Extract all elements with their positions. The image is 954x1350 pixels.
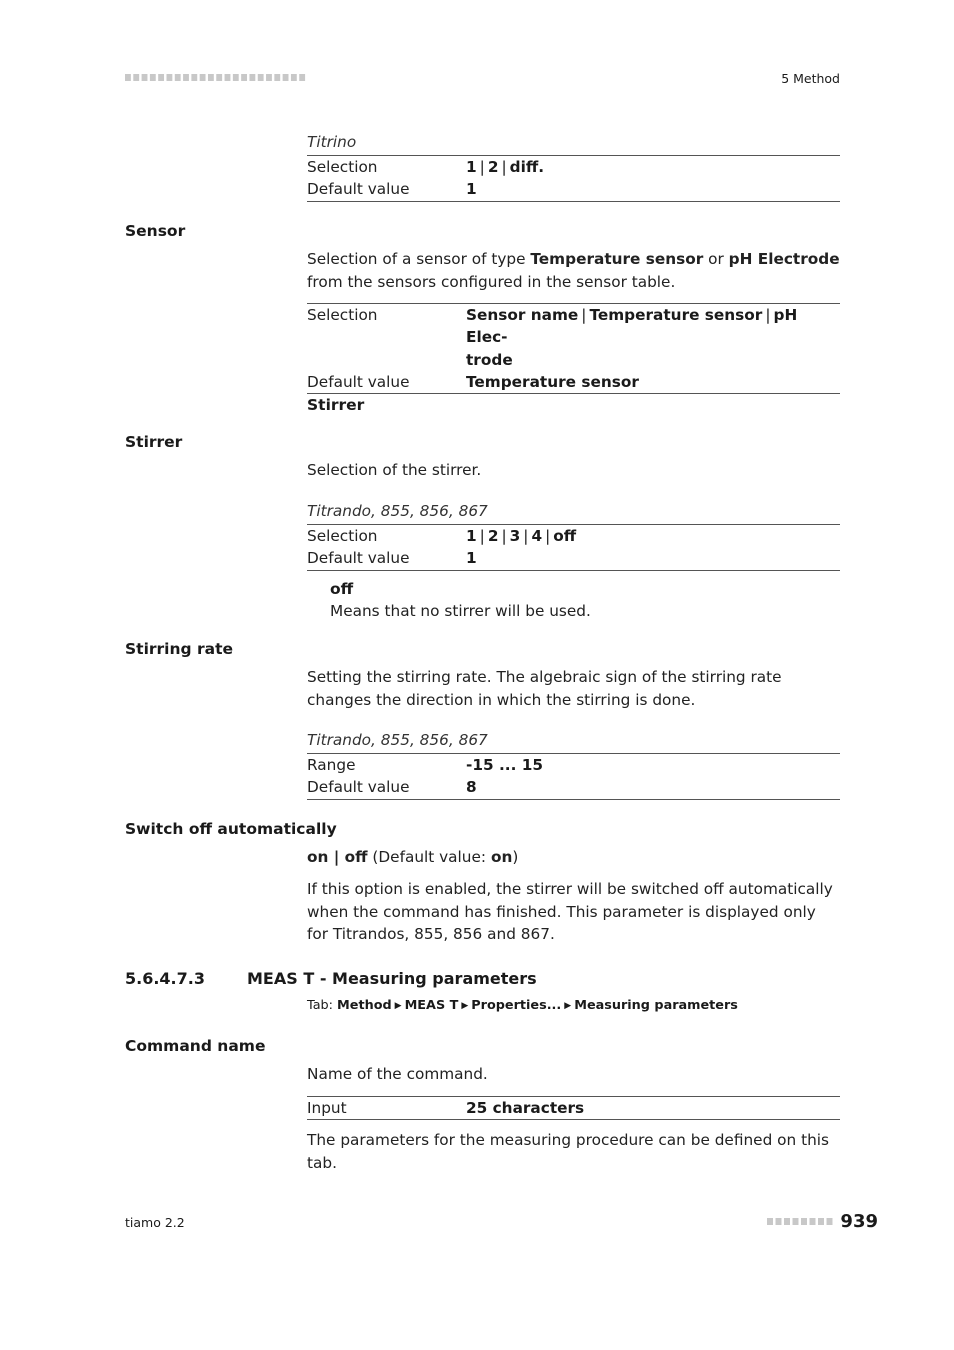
table-row — [307, 371, 840, 393]
command-name-label: Command name — [125, 1037, 266, 1055]
row-value: 8 — [466, 778, 477, 797]
switch-off-label: Switch off automatically — [125, 820, 337, 838]
footer-product: tiamo 2.2 — [125, 1215, 185, 1230]
tab-path: Tab: Method ▶ MEAS T ▶ Properties... ▶ Measuring parameters — [307, 998, 738, 1013]
row-value: 25 characters — [466, 1099, 585, 1117]
stirring-rate-table — [307, 753, 840, 800]
row-value: 1 | 2 | 3 | 4 | off — [466, 527, 577, 545]
table-row — [307, 1097, 840, 1119]
row-key: Selection — [307, 527, 378, 545]
table-row — [307, 178, 840, 200]
option-description: Means that no stirrer will be used. — [330, 602, 591, 620]
table-row — [307, 304, 840, 371]
titrino-table — [307, 155, 840, 202]
command-name-table — [307, 1096, 840, 1120]
row-value: 1 — [466, 180, 477, 199]
stirrer-subheading: Stirrer — [307, 396, 365, 414]
table-row — [307, 754, 840, 776]
table-row — [307, 525, 840, 547]
closing-text: The parameters for the measuring procedure can be defined on this tab. — [307, 1131, 829, 1172]
row-key: Input — [307, 1099, 347, 1117]
titrino-caption: Titrino — [307, 133, 357, 151]
triangle-right-icon: ▶ — [394, 1001, 402, 1011]
stirring-rate-label: Stirring rate — [125, 640, 234, 658]
row-key: Default value — [307, 372, 410, 391]
stirrer-label: Stirrer — [125, 433, 183, 451]
sensor-table — [307, 303, 840, 394]
row-value: Temperature sensor — [466, 372, 639, 391]
row-key: Default value — [307, 180, 410, 199]
row-key: Selection — [307, 306, 378, 324]
row-key: Default value — [307, 549, 410, 568]
page-number: 939 — [840, 1211, 878, 1232]
table-row — [307, 776, 840, 798]
sensor-label: Sensor — [125, 222, 186, 240]
table-row — [307, 547, 840, 569]
stirring-rate-description: Setting the stirring rate. The algebraic sign of the stirring rate changes the direction in which the stirring is done. — [307, 668, 782, 709]
switch-off-options: on | off (Default value: on) — [307, 848, 519, 866]
triangle-right-icon: ▶ — [461, 1001, 469, 1011]
row-key: Default value — [307, 778, 410, 797]
row-value: Sensor name | Temperature sensor | pH Elec- trode — [466, 306, 798, 369]
row-value: 1 | 2 | diff. — [466, 158, 545, 176]
command-name-description: Name of the command. — [307, 1065, 488, 1083]
header-decoration — [125, 73, 307, 83]
stirring-rate-caption: Titrando, 855, 856, 867 — [307, 731, 488, 749]
switch-off-description: If this option is enabled, the stirrer will be switched off automatically when the command has finished. This parameter is displayed only for Titrandos, 855, 856 and 867. — [307, 880, 833, 944]
stirrer-caption: Titrando, 855, 856, 867 — [307, 502, 488, 520]
row-key: Range — [307, 756, 356, 774]
footer-page — [767, 1211, 878, 1232]
table-row — [307, 156, 840, 178]
option-name: off — [330, 580, 354, 598]
row-value: -15 ... 15 — [466, 756, 544, 774]
section-title: MEAS T - Measuring parameters — [247, 969, 537, 988]
row-value: 1 — [466, 549, 477, 568]
row-key: Selection — [307, 158, 378, 176]
stirrer-description: Selection of the stirrer. — [307, 461, 482, 479]
running-header: 5 Method — [781, 71, 840, 86]
stirrer-table — [307, 524, 840, 571]
sensor-description: Selection of a sensor of type Temperature sensor or pH Electrode from the sensors configured in the sensor table. — [307, 250, 840, 291]
section-number: 5.6.4.7.3 — [125, 969, 205, 988]
triangle-right-icon: ▶ — [564, 1001, 572, 1011]
footer-decoration — [767, 1218, 835, 1226]
